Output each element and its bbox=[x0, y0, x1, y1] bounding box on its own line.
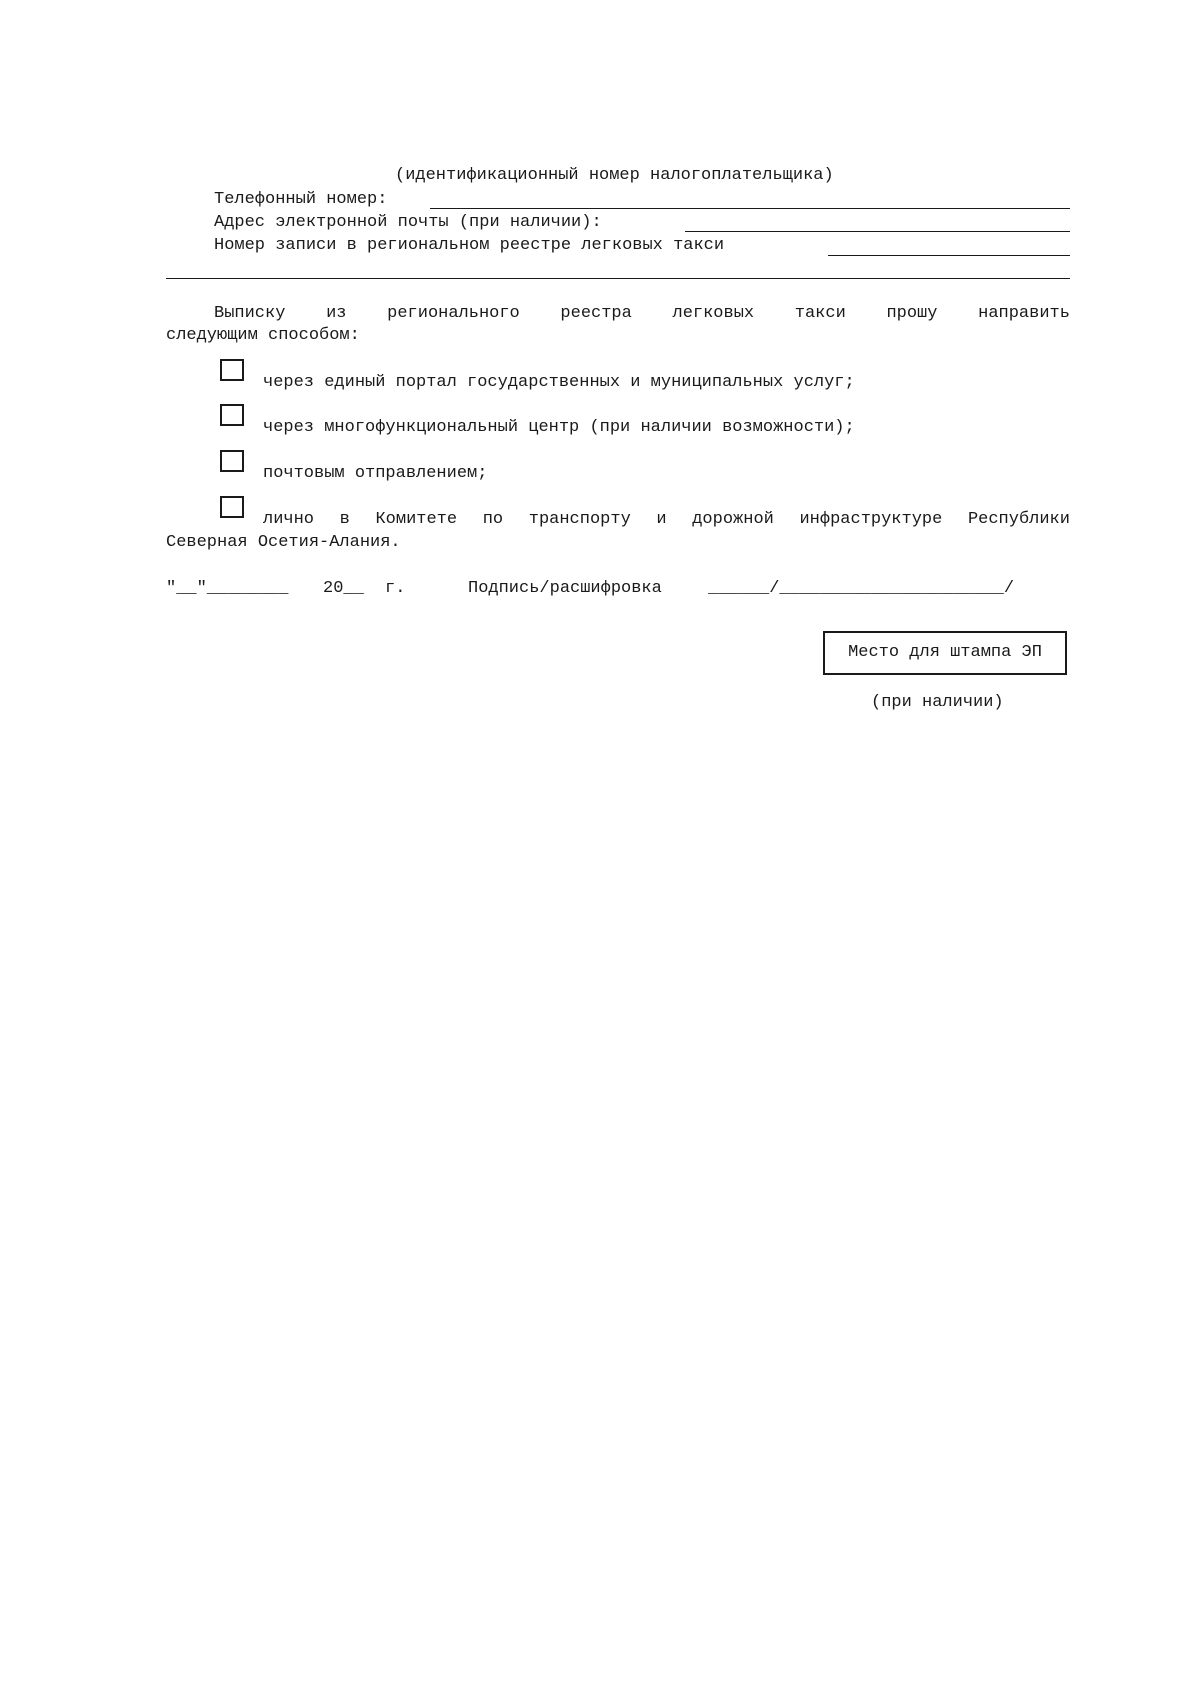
request-paragraph-line2: следующим способом: bbox=[166, 326, 360, 345]
section-divider bbox=[166, 278, 1070, 279]
option-portal-checkbox[interactable] bbox=[220, 359, 244, 381]
option4-word: и bbox=[656, 510, 667, 529]
phone-field[interactable] bbox=[430, 208, 1070, 209]
request-word: направить bbox=[978, 304, 1070, 323]
phone-label: Телефонный номер: bbox=[214, 190, 388, 209]
request-word: реестра bbox=[560, 304, 632, 323]
option4-word: транспорту bbox=[528, 510, 631, 529]
email-field[interactable] bbox=[685, 231, 1070, 232]
registry-number-field[interactable] bbox=[828, 255, 1070, 256]
request-word: легковых bbox=[672, 304, 755, 323]
date-year-field[interactable]: 20__ bbox=[323, 579, 364, 598]
date-year-suffix: г. bbox=[385, 579, 406, 598]
option4-word: лично bbox=[263, 510, 315, 529]
registry-label: Номер записи в региональном реестре легковых такси bbox=[214, 236, 725, 255]
option-mail-label: почтовым отправлением; bbox=[263, 464, 488, 483]
option-in-person-label bbox=[263, 510, 1070, 529]
option4-word: инфраструктуре bbox=[799, 510, 943, 529]
option-in-person-checkbox[interactable] bbox=[220, 496, 244, 518]
option4-word: Республики bbox=[967, 510, 1070, 529]
request-word: такси bbox=[794, 304, 846, 323]
option-in-person-label-line2: Северная Осетия-Алания. bbox=[166, 533, 401, 552]
option-mfc-label: через многофункциональный центр (при наличии возможности); bbox=[263, 418, 855, 437]
option4-word: по bbox=[482, 510, 504, 529]
email-label: Адрес электронной почты (при наличии): bbox=[214, 213, 602, 232]
option4-word: дорожной bbox=[692, 510, 774, 529]
signature-label: Подпись/расшифровка bbox=[468, 579, 662, 598]
date-day-month-field[interactable]: "__"________ bbox=[166, 579, 289, 598]
stamp-label: Место для штампа ЭП bbox=[848, 643, 1042, 662]
inn-caption: (идентификационный номер налогоплательщика) bbox=[395, 166, 834, 185]
signature-field[interactable]: ______/______________________/ bbox=[708, 579, 1015, 598]
option-mfc-checkbox[interactable] bbox=[220, 404, 244, 426]
request-word: регионального bbox=[387, 304, 520, 323]
option4-word: Комитете bbox=[375, 510, 458, 529]
request-word: прошу bbox=[886, 304, 938, 323]
stamp-box bbox=[823, 631, 1067, 675]
request-word: из bbox=[326, 304, 347, 323]
option4-word: в bbox=[339, 510, 350, 529]
request-paragraph-line1 bbox=[214, 304, 1070, 323]
option-mail-checkbox[interactable] bbox=[220, 450, 244, 472]
request-word: Выписку bbox=[214, 304, 286, 323]
option-portal-label: через единый портал государственных и муниципальных услуг; bbox=[263, 373, 855, 392]
stamp-note: (при наличии) bbox=[871, 693, 1004, 712]
